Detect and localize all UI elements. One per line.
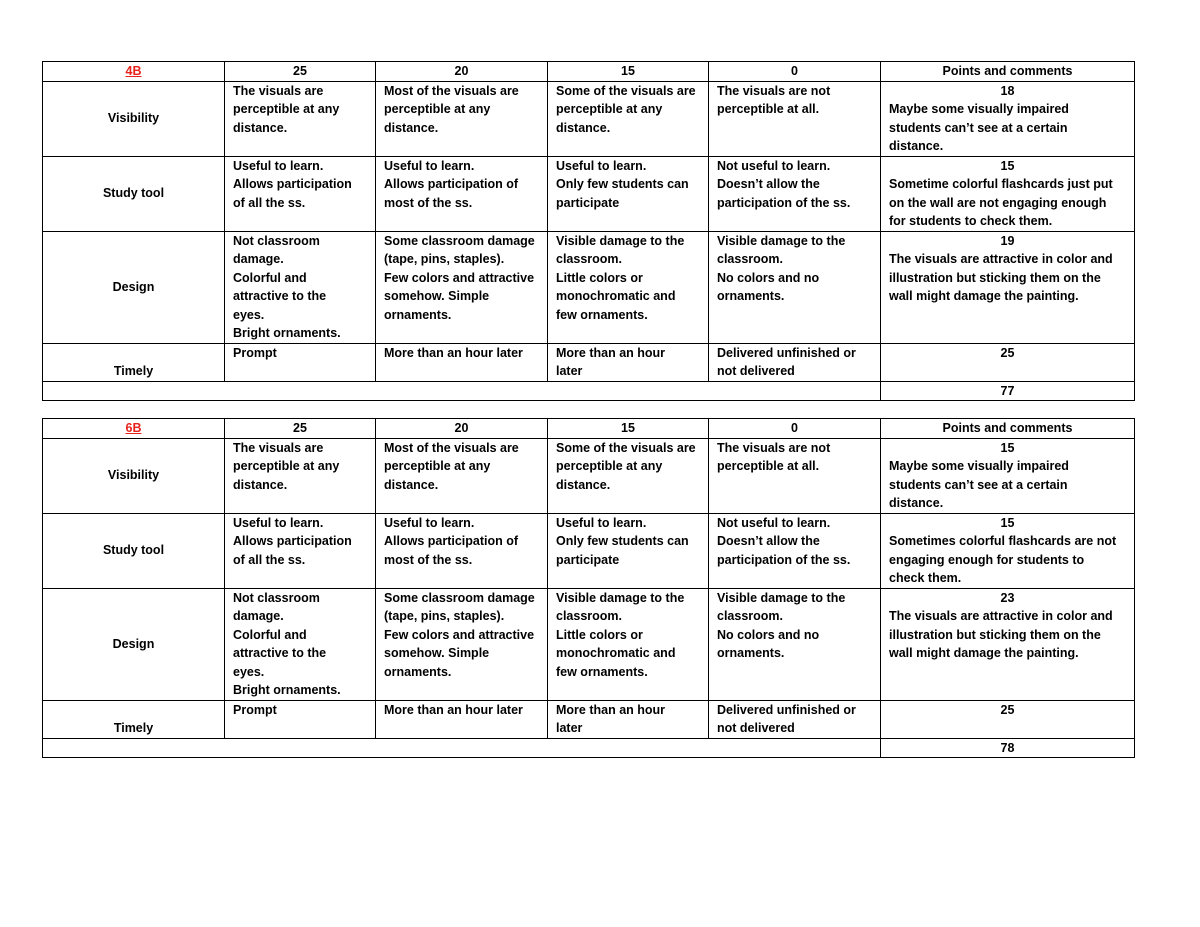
level-header: 20 (376, 419, 548, 439)
score-value: 23 (1000, 590, 1015, 605)
descriptor-cell: More than an hour later (376, 700, 548, 738)
total-value: 77 (881, 381, 1135, 401)
class-label-cell (43, 62, 225, 82)
descriptor-cell: Not classroom damage. Colorful and attractive to the eyes. Bright ornaments. (225, 588, 376, 700)
criterion-row-timely (43, 700, 1135, 738)
class-label: 4B (125, 64, 142, 78)
criterion-label: Study tool (43, 156, 225, 231)
descriptor-cell: Some classroom damage (tape, pins, staples). Few colors and attractive somehow. Simple ornaments. (376, 588, 548, 700)
descriptor-cell: The visuals are not perceptible at all. (709, 81, 881, 156)
level-header: 0 (709, 419, 881, 439)
points-cell (881, 81, 1135, 156)
criterion-label: Timely (43, 343, 225, 381)
points-cell (881, 343, 1135, 381)
criterion-row-study-tool (43, 513, 1135, 588)
descriptor-cell: Visible damage to the classroom. No colors and no ornaments. (709, 231, 881, 343)
criterion-label: Design (43, 231, 225, 343)
score-comment: Maybe some visually impaired students can’t see at a certain distance. (889, 102, 1069, 153)
score-comment: Sometime colorful flashcards just put on the wall are not engaging enough for students to check them. (889, 177, 1113, 228)
descriptor-cell: Most of the visuals are perceptible at any distance. (376, 81, 548, 156)
criterion-row-design (43, 231, 1135, 343)
descriptor-cell: Delivered unfinished or not delivered (709, 343, 881, 381)
descriptor-cell: Visible damage to the classroom. Little colors or monochromatic and few ornaments. (548, 231, 709, 343)
descriptor-cell: Useful to learn. Allows participation of all the ss. (225, 156, 376, 231)
points-cell (881, 513, 1135, 588)
descriptor-cell: More than an hour later (376, 343, 548, 381)
score-value: 18 (1000, 83, 1015, 98)
score-comment: The visuals are attractive in color and illustration but sticking them on the wall might damage the painting. (889, 252, 1113, 303)
descriptor-cell: Visible damage to the classroom. No colors and no ornaments. (709, 588, 881, 700)
criterion-label: Timely (43, 700, 225, 738)
criterion-label: Visibility (43, 81, 225, 156)
descriptor-cell: The visuals are perceptible at any distance. (225, 81, 376, 156)
level-header: 25 (225, 62, 376, 82)
header-row (43, 62, 1135, 82)
descriptor-cell: Useful to learn. Allows participation of all the ss. (225, 513, 376, 588)
criterion-label: Visibility (43, 438, 225, 513)
score-value: 15 (1000, 440, 1015, 455)
descriptor-cell: Some of the visuals are perceptible at any distance. (548, 81, 709, 156)
descriptor-cell: Some of the visuals are perceptible at any distance. (548, 438, 709, 513)
descriptor-cell: Useful to learn. Allows participation of most of the ss. (376, 513, 548, 588)
level-header: 15 (548, 419, 709, 439)
points-cell (881, 588, 1135, 700)
descriptor-cell: Not useful to learn. Doesn’t allow the participation of the ss. (709, 513, 881, 588)
points-cell (881, 438, 1135, 513)
rubric-table-4b (42, 61, 1135, 401)
class-label-cell (43, 419, 225, 439)
class-label: 6B (125, 421, 142, 435)
level-header: 20 (376, 62, 548, 82)
criterion-label: Study tool (43, 513, 225, 588)
total-row (43, 738, 1135, 758)
score-value: 15 (1000, 515, 1015, 530)
descriptor-cell: More than an hour later (548, 343, 709, 381)
score-value: 25 (1000, 345, 1015, 360)
descriptor-cell: Not classroom damage. Colorful and attractive to the eyes. Bright ornaments. (225, 231, 376, 343)
total-spacer (43, 381, 881, 401)
descriptor-cell: Prompt (225, 343, 376, 381)
score-value: 19 (1000, 233, 1015, 248)
total-value: 78 (881, 738, 1135, 758)
header-row (43, 419, 1135, 439)
descriptor-cell: Some classroom damage (tape, pins, staples). Few colors and attractive somehow. Simple ornaments. (376, 231, 548, 343)
score-comment: The visuals are attractive in color and illustration but sticking them on the wall might damage the painting. (889, 609, 1113, 660)
score-comment: Sometimes colorful flashcards are not engaging enough for students to check them. (889, 534, 1117, 585)
descriptor-cell: Useful to learn. Only few students can participate (548, 156, 709, 231)
descriptor-cell: Prompt (225, 700, 376, 738)
points-header: Points and comments (881, 62, 1135, 82)
total-row (43, 381, 1135, 401)
descriptor-cell: More than an hour later (548, 700, 709, 738)
points-cell (881, 700, 1135, 738)
criterion-row-visibility (43, 81, 1135, 156)
score-value: 15 (1000, 158, 1015, 173)
descriptor-cell: Not useful to learn. Doesn’t allow the participation of the ss. (709, 156, 881, 231)
criterion-row-visibility (43, 438, 1135, 513)
points-cell (881, 231, 1135, 343)
score-comment: Maybe some visually impaired students can’t see at a certain distance. (889, 459, 1069, 510)
rubric-table-6b (42, 418, 1135, 758)
descriptor-cell: Useful to learn. Only few students can participate (548, 513, 709, 588)
descriptor-cell: Useful to learn. Allows participation of most of the ss. (376, 156, 548, 231)
criterion-row-timely (43, 343, 1135, 381)
level-header: 0 (709, 62, 881, 82)
level-header: 15 (548, 62, 709, 82)
descriptor-cell: Visible damage to the classroom. Little colors or monochromatic and few ornaments. (548, 588, 709, 700)
criterion-label: Design (43, 588, 225, 700)
criterion-row-study-tool (43, 156, 1135, 231)
total-spacer (43, 738, 881, 758)
descriptor-cell: Most of the visuals are perceptible at any distance. (376, 438, 548, 513)
points-cell (881, 156, 1135, 231)
score-value: 25 (1000, 702, 1015, 717)
descriptor-cell: Delivered unfinished or not delivered (709, 700, 881, 738)
descriptor-cell: The visuals are perceptible at any distance. (225, 438, 376, 513)
criterion-row-design (43, 588, 1135, 700)
level-header: 25 (225, 419, 376, 439)
points-header: Points and comments (881, 419, 1135, 439)
descriptor-cell: The visuals are not perceptible at all. (709, 438, 881, 513)
